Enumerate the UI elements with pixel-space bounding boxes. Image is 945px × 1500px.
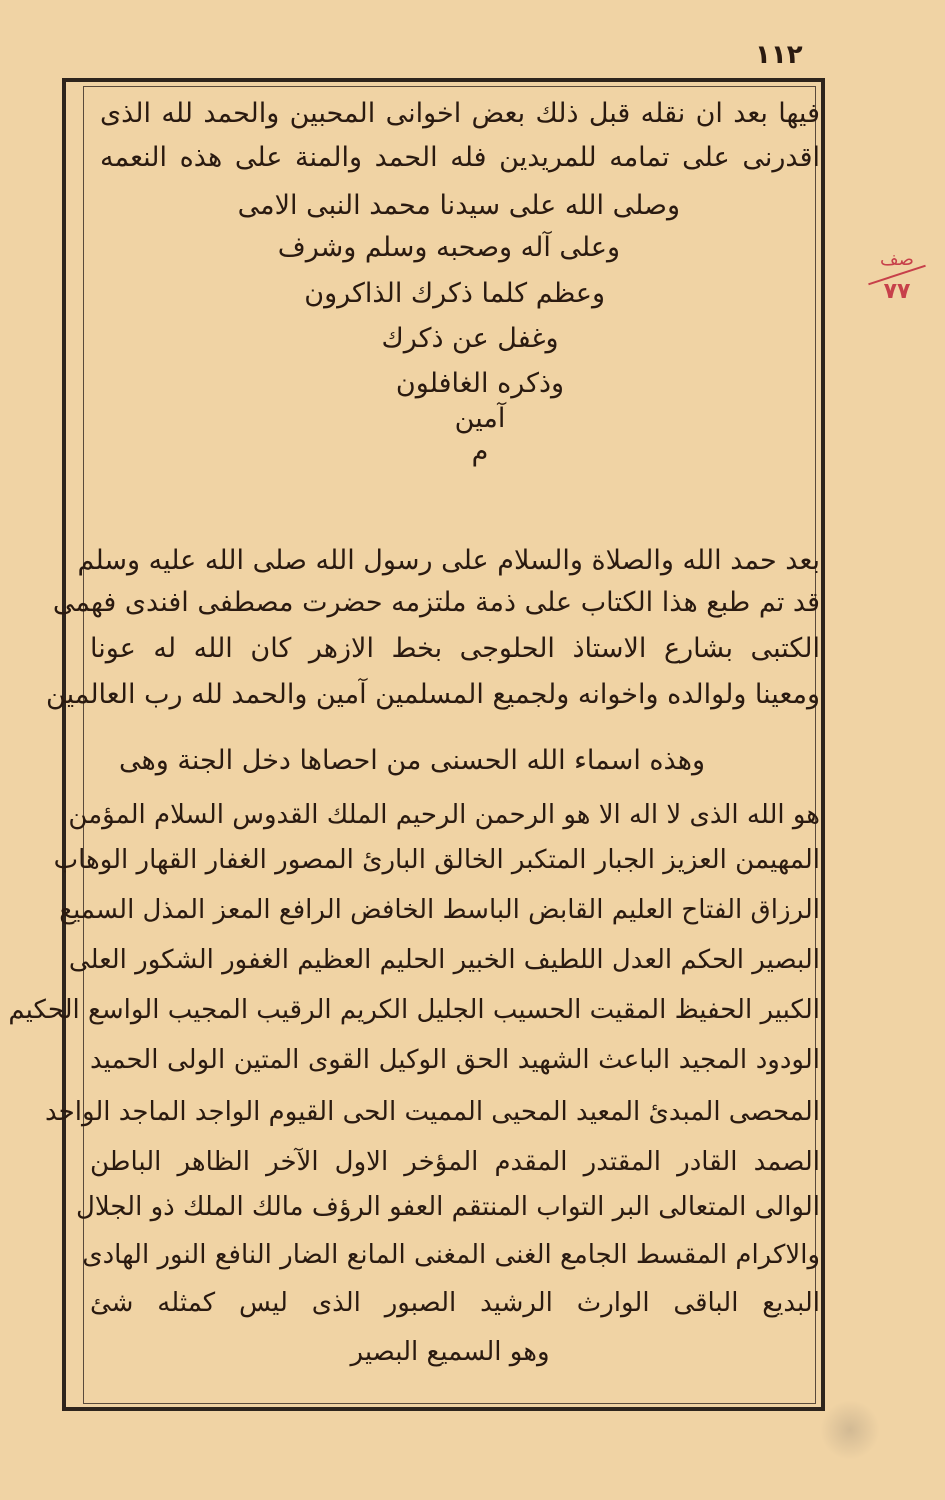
names-line: الصمد القادر المقتدر المقدم المؤخر الاول الآخر الظاهر الباطن	[90, 1147, 820, 1177]
names-line: الودود المجيد الباعث الشهيد الحق الوكيل القوى المتين الولى الحميد	[90, 1045, 820, 1075]
closing-line: اقدرنى على تمامه للمريدين فله الحمد والمنة على هذه النعمه	[100, 142, 820, 173]
names-line: هو الله الذى لا اله الا هو الرحمن الرحيم الملك القدوس السلام المؤمن	[68, 800, 820, 830]
page-number: ١١٢	[755, 40, 803, 70]
colophon-line: بعد حمد الله والصلاة والسلام على رسول الله صلى الله عليه وسلم	[77, 545, 820, 576]
margin-annotation-number: ٧٧	[883, 278, 911, 304]
names-line: المهيمن العزيز الجبار المتكبر الخالق البارئ المصور الغفار القهار الوهاب	[53, 845, 820, 875]
margin-annotation	[862, 250, 932, 304]
names-line: وهو السميع البصير	[350, 1337, 550, 1367]
names-line: الوالى المتعالى البر التواب المنتقم العفو الرؤف مالك الملك ذو الجلال	[75, 1192, 820, 1222]
closing-line: م	[471, 436, 489, 467]
closing-line: وصلى الله على سيدنا محمد النبى الامى	[237, 190, 680, 221]
colophon-line: الكتبى بشارع الاستاذ الحلوجى بخط الازهر كان الله له عونا	[90, 633, 820, 664]
names-line: البصير الحكم العدل اللطيف الخبير الحليم العظيم الغفور الشكور العلى	[68, 945, 820, 975]
names-line: الكبير الحفيظ المقيت الحسيب الجليل الكريم الرقيب المجيب الواسع الحكيم	[8, 995, 820, 1025]
names-line: البديع الباقى الوارث الرشيد الصبور الذى ليس كمثله شئ	[90, 1288, 820, 1318]
names-heading: وهذه اسماء الله الحسنى من احصاها دخل الجنة وهى	[119, 745, 705, 776]
closing-line: وذكره الغافلون	[395, 368, 565, 399]
closing-line: وعظم كلما ذكرك الذاكرون	[304, 278, 605, 309]
colophon-line: قد تم طبع هذا الكتاب على ذمة ملتزمه حضرت مصطفى افندى فهمى	[52, 587, 820, 618]
margin-annotation-word: صف	[880, 249, 914, 270]
closing-line: وعلى آله وصحبه وسلم وشرف	[277, 232, 620, 263]
colophon-line: ومعينا ولوالده واخوانه ولجميع المسلمين آمين والحمد لله رب العالمين	[46, 679, 820, 710]
closing-line: فيها بعد ان نقله قبل ذلك بعض اخوانى المحبين والحمد لله الذى	[100, 98, 820, 129]
closing-line: آمين	[454, 403, 506, 434]
names-line: الرزاق الفتاح العليم القابض الباسط الخافض الرافع المعز المذل السميع	[59, 895, 820, 925]
paper-speck	[820, 1400, 880, 1460]
names-line: والاكرام المقسط الجامع الغنى المغنى المانع الضار النافع النور الهادى	[82, 1240, 820, 1270]
closing-line: وغفل عن ذكرك	[381, 323, 559, 354]
names-line: المحصى المبدئ المعيد المحيى المميت الحى القيوم الواجد الماجد الواحد	[45, 1097, 820, 1127]
